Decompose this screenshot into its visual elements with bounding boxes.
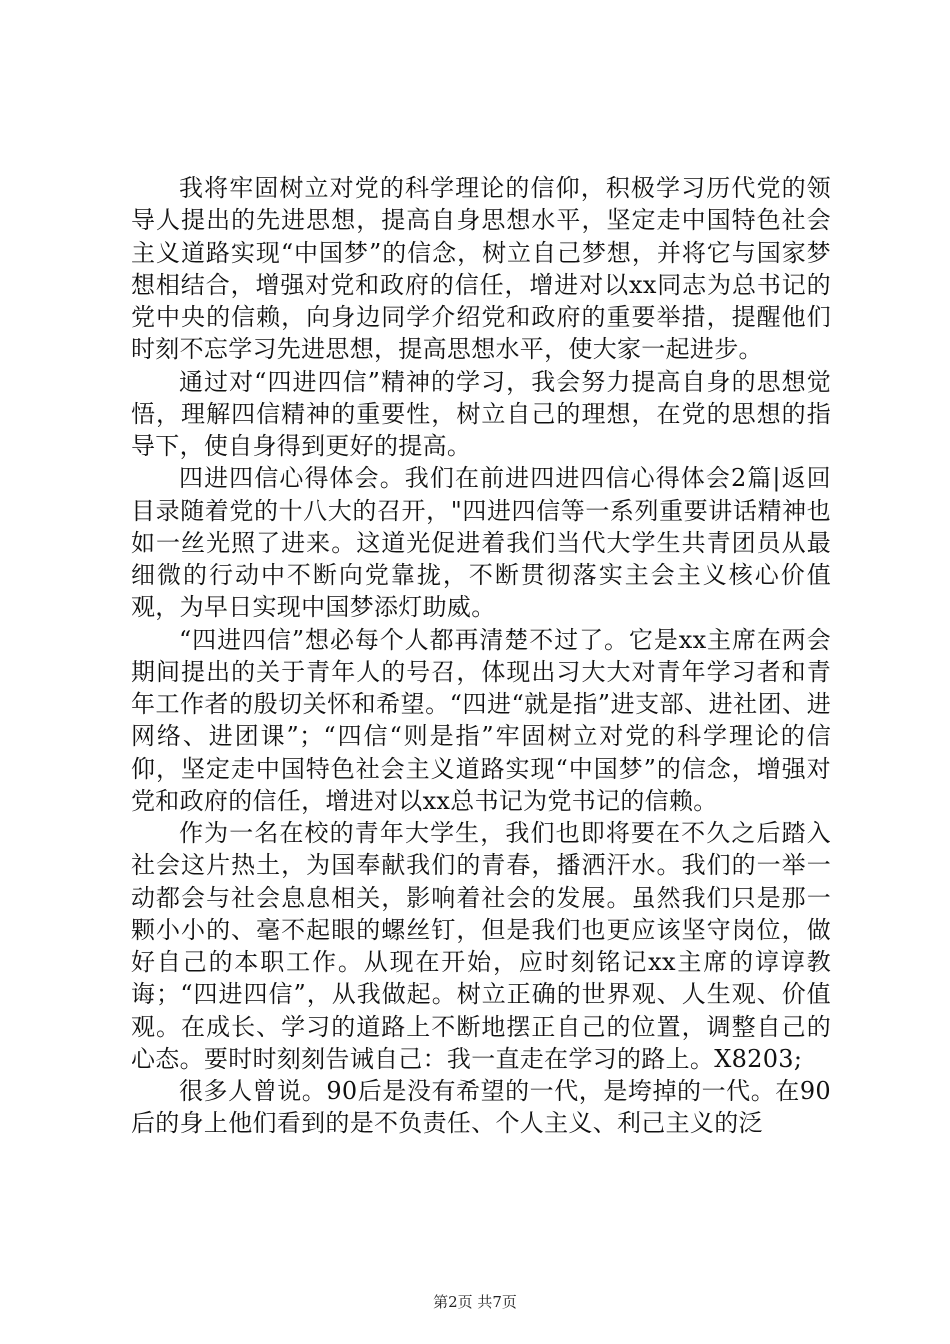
paragraph: 四进四信心得体会。我们在前进四进四信心得体会2篇|返回目录随着党的十八大的召开，"四进四信等一系列重要讲话精神也如一丝光照了进来。这道光促进着我们当代大学生共青团员从最细微的行动中不断向党靠拢，不断贯彻落实主会主义核心价值观，为早日实现中国梦添灯助威。	[131, 464, 831, 622]
paragraph: “四进四信”想必每个人都再清楚不过了。它是xx主席在两会期间提出的关于青年人的号召，体现出习大大对青年学习者和青年工作者的殷切关怀和希望。“四进“就是指”进支部、进社团、进网络、进团课”；“四信“则是指”牢固树立对党的科学理论的信仰，坚定走中国特色社会主义道路实现“中国梦”的信念，增强对党和政府的信任，增进对以xx总书记为党书记的信赖。	[131, 625, 831, 815]
paragraph: 作为一名在校的青年大学生，我们也即将要在不久之后踏入社会这片热土，为国奉献我们的青春，播洒汗水。我们的一举一动都会与社会息息相关，影响着社会的发展。虽然我们只是那一颗小小的、毫不起眼的螺丝钉，但是我们也更应该坚守岗位，做好自己的本职工作。从现在开始，应时刻铭记xx主席的谆谆教诲；“四进四信”，从我做起。树立正确的世界观、人生观、价值观。在成长、学习的道路上不断地摆正自己的位置，调整自己的心态。要时时刻刻告诫自己：我一直走在学习的路上。X8203;	[131, 819, 831, 1073]
paragraph: 很多人曾说。90后是没有希望的一代，是垮掉的一代。在90后的身上他们看到的是不负责任、个人主义、利己主义的泛	[131, 1077, 831, 1138]
paragraph: 通过对“四进四信”精神的学习，我会努力提高自身的思想觉悟，理解四信精神的重要性，树立自己的理想，在党的思想的指导下，使自身得到更好的提高。	[131, 367, 831, 460]
paragraph: 我将牢固树立对党的科学理论的信仰，积极学习历代党的领导人提出的先进思想，提高自身思想水平，坚定走中国特色社会主义道路实现“中国梦”的信念，树立自己梦想，并将它与国家梦想相结合，增强对党和政府的信任，增进对以xx同志为总书记的党中央的信赖，向身边同学介绍党和政府的重要举措，提醒他们时刻不忘学习先进思想，提高思想水平，使大家一起进步。	[131, 174, 831, 364]
document-body	[131, 172, 831, 1140]
page-number-footer: 第2页 共7页	[433, 1293, 517, 1311]
